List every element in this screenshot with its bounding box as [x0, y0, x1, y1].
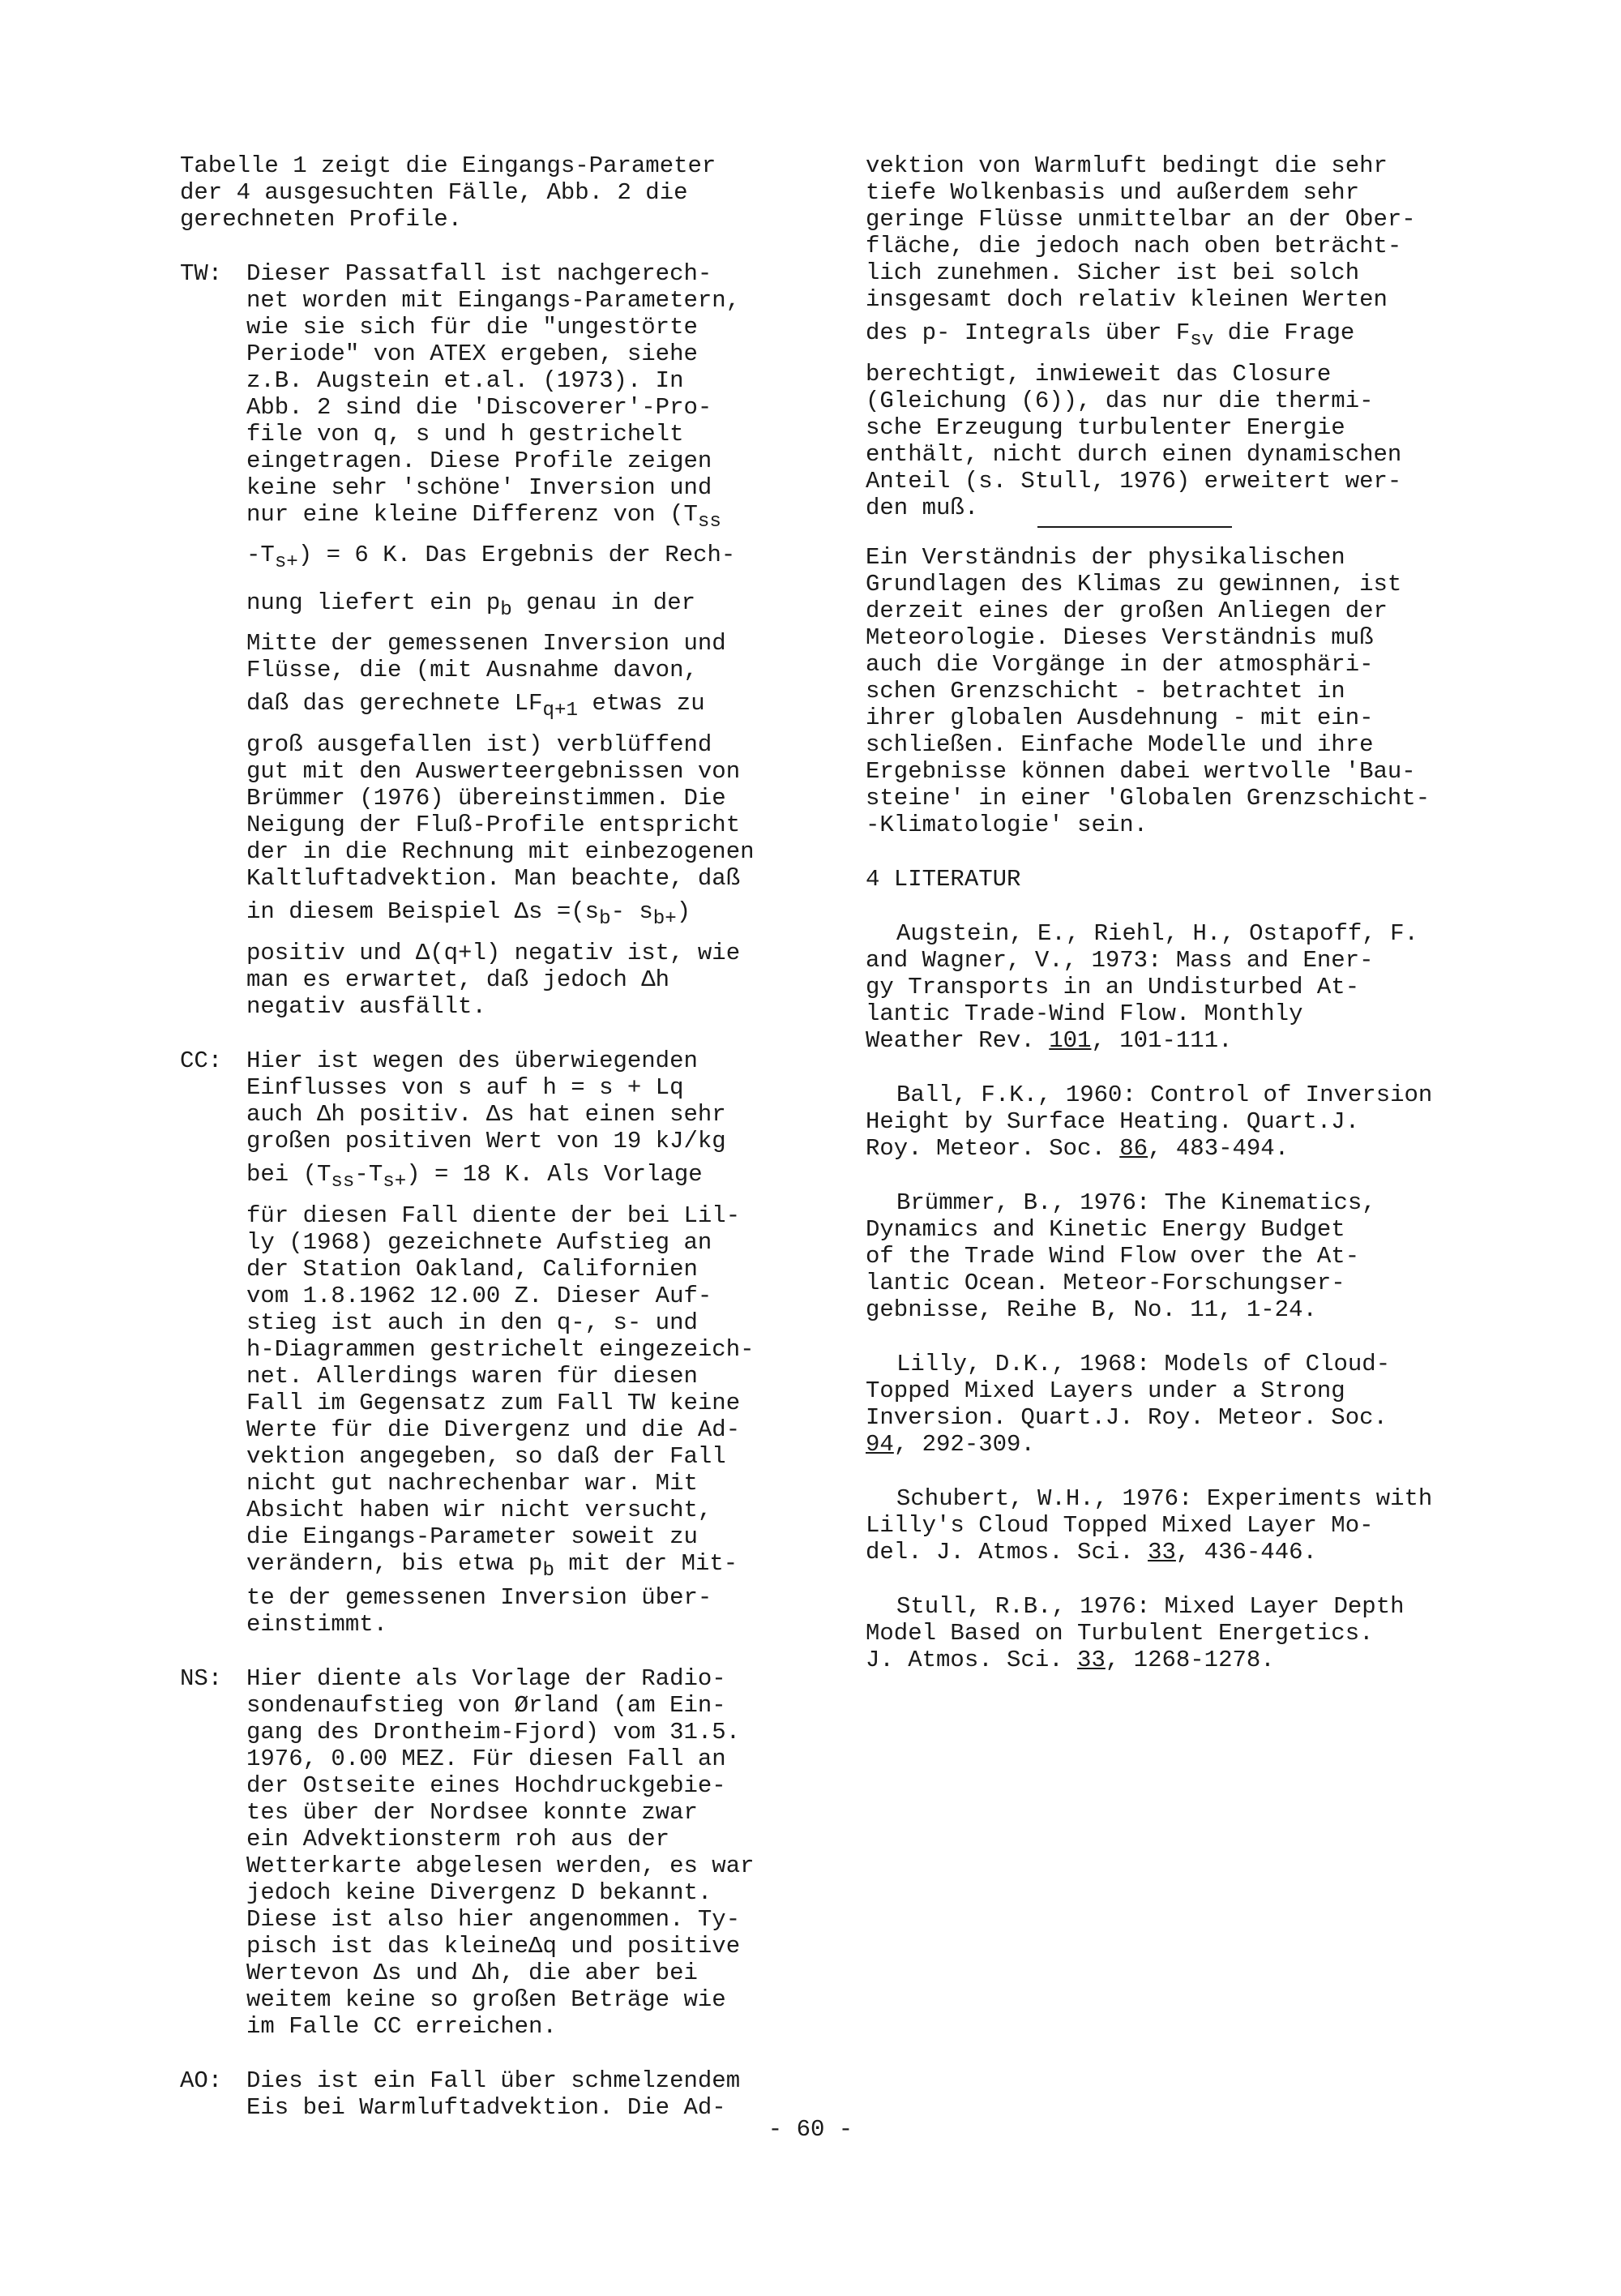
text-line: [866, 1296, 1514, 1323]
reference-entry: [866, 920, 1514, 1054]
text-line: Absicht haben wir nicht versucht,: [246, 1496, 712, 1523]
subscript: b: [500, 598, 512, 621]
text-line: file von q, s und h gestrichelt: [246, 421, 684, 448]
text-fragment: , 436-446.: [1175, 1538, 1317, 1566]
page-number: - 60 -: [768, 2116, 853, 2143]
text-line: and Wagner, V., 1973: Mass and Ener-: [866, 946, 1374, 974]
text-line: Einflusses von s auf h = s + Lq: [246, 1073, 684, 1101]
text-line: gerechneten Profile.: [180, 206, 463, 233]
text-line: Brümmer (1976) übereinstimmen. Die: [246, 785, 726, 812]
subscript: s+: [274, 550, 298, 573]
text-line: 1976, 0.00 MEZ. Für diesen Fall an: [246, 1745, 726, 1772]
text-line: [866, 313, 1514, 361]
text-line: Periode" von ATEX ergeben, siehe: [246, 341, 698, 367]
text-line: Brümmer, B., 1976: The Kinematics,: [896, 1189, 1376, 1216]
text-line: Meteorologie. Dieses Verständnis muß: [866, 623, 1374, 651]
text-fragment: -T: [354, 1160, 383, 1188]
reference-entry: [866, 1082, 1514, 1162]
text-line: Inversion. Quart.J. Roy. Meteor. Soc.: [866, 1403, 1388, 1431]
text-line: [866, 1134, 1514, 1162]
text-line: te der gemessenen Inversion über-: [246, 1583, 712, 1611]
case-tw: [180, 260, 828, 1020]
text-line: [246, 1550, 828, 1584]
text-line: Werte für die Divergenz und die Ad-: [246, 1416, 741, 1443]
text-line: Lilly, D.K., 1968: Models of Cloud-: [896, 1350, 1391, 1377]
text-line: Kaltluftadvektion. Man beachte, daß: [246, 865, 741, 893]
text-line: vom 1.8.1962 12.00 Z. Dieser Auf-: [246, 1282, 712, 1309]
text-line: tiefe Wolkenbasis und außerdem sehr: [866, 179, 1360, 206]
text-line: Schubert, W.H., 1976: Experiments with: [896, 1484, 1433, 1512]
text-line: einstimmt.: [246, 1610, 388, 1638]
text-line: [866, 1026, 1514, 1054]
volume-number: 33: [1148, 1538, 1176, 1566]
text-line: tes über der Nordsee konnte zwar: [246, 1798, 698, 1826]
subscript: ss: [697, 510, 721, 533]
text-line: lantic Trade-Wind Flow. Monthly: [866, 1000, 1303, 1027]
text-line: ein Advektionsterm roh aus der: [246, 1825, 670, 1853]
text-line: positiv und Δ(q+l) negativ ist, wie: [246, 939, 741, 966]
text-line: Grundlagen des Klimas zu gewinnen, ist: [866, 570, 1402, 598]
text-line: berechtigt, inwieweit das Closure: [866, 360, 1332, 388]
reference-list: [866, 920, 1514, 1673]
text-fragment: nung liefert ein p: [246, 589, 501, 616]
case-ao: [180, 2067, 828, 2121]
text-line: eingetragen. Diese Profile zeigen: [246, 448, 712, 474]
text-line: Dies ist ein Fall über schmelzendem: [246, 2067, 741, 2094]
text-line: Augstein, E., Riehl, H., Ostapoff, F.: [896, 919, 1418, 947]
text-line: stieg ist auch in den q-, s- und: [246, 1309, 698, 1336]
text-fragment: , 483-494.: [1148, 1134, 1290, 1162]
text-line: jedoch keine Divergenz D bekannt.: [246, 1878, 712, 1906]
text-line: Dynamics and Kinetic Energy Budget: [866, 1215, 1345, 1243]
text-line: Model Based on Turbulent Energetics.: [866, 1619, 1374, 1647]
text-line: Ball, F.K., 1960: Control of Inversion: [896, 1081, 1433, 1108]
text-line: [246, 1154, 828, 1202]
text-line: Abb. 2 sind die 'Discoverer'-Pro-: [246, 394, 712, 421]
subscript: sv: [1190, 328, 1214, 351]
text-line: [866, 1646, 1514, 1673]
reference-entry: [866, 1351, 1514, 1458]
text-line: Stull, R.B., 1976: Mixed Layer Depth: [896, 1592, 1405, 1620]
text-line: keine sehr 'schöne' Inversion und: [246, 474, 712, 501]
text-line: lich zunehmen. Sicher ist bei solch: [866, 259, 1360, 286]
text-fragment: ) = 6 K. Das Ergebnis der Rech-: [297, 541, 736, 568]
text-fragment: bei (T: [246, 1160, 331, 1188]
text-fragment: mit der Mit-: [554, 1549, 738, 1577]
text-line: [246, 535, 828, 583]
text-line: für diesen Fall diente der bei Lil-: [246, 1202, 741, 1229]
text-line: sche Erzeugung turbulenter Energie: [866, 413, 1345, 441]
text-line: geringe Flüsse unmittelbar an der Ober-: [866, 206, 1416, 233]
volume-number: 86: [1119, 1134, 1148, 1162]
text-line: enthält, nicht durch einen dynamischen: [866, 440, 1402, 468]
text-fragment: in diesem Beispiel Δs =(s: [246, 898, 600, 926]
text-line: weitem keine so großen Beträge wie: [246, 1985, 726, 2013]
case-tag: CC:: [180, 1047, 223, 1074]
text-line: gy Transports in an Undisturbed At-: [866, 973, 1360, 1000]
text-line: sondenaufstieg von Ørland (am Ein-: [246, 1691, 726, 1719]
case-ns: [180, 1665, 828, 2040]
text-line: [246, 683, 828, 731]
text-line: Lilly's Cloud Topped Mixed Layer Mo-: [866, 1511, 1374, 1539]
case-tag: TW:: [180, 260, 223, 287]
text-line: Hier ist wegen des überwiegenden: [246, 1047, 698, 1074]
continuation-paragraph: [866, 152, 1514, 521]
text-line: man es erwartet, daß jedoch Δh: [246, 966, 670, 993]
text-fragment: , 292-309.: [893, 1430, 1035, 1458]
text-line: auch Δh positiv. Δs hat einen sehr: [246, 1100, 726, 1128]
text-line: lantic Ocean. Meteor-Forschungser-: [866, 1269, 1345, 1296]
text-fragment: - s: [610, 898, 653, 926]
section-heading: 4 LITERATUR: [866, 865, 1021, 893]
right-column: [866, 152, 1514, 1673]
text-fragment: des p- Integrals über F: [866, 319, 1191, 346]
text-line: Tabelle 1 zeigt die Eingangs-Parameter: [180, 152, 716, 179]
text-line: [866, 1430, 1514, 1458]
text-fragment: gebnisse, Reihe B, No. 11, 1-24.: [866, 1296, 1317, 1323]
reference-entry: [866, 1593, 1514, 1673]
subscript: ss: [331, 1170, 355, 1193]
text-line: h-Diagrammen gestrichelt eingezeich-: [246, 1335, 755, 1363]
text-line: pisch ist das kleineΔq und positive: [246, 1932, 741, 1960]
text-line: derzeit eines der großen Anliegen der: [866, 597, 1388, 624]
volume-number: 94: [866, 1430, 894, 1458]
text-line: ly (1968) gezeichnete Aufstieg an: [246, 1228, 712, 1256]
text-line: auch die Vorgänge in der atmosphäri-: [866, 650, 1374, 678]
text-line: vektion von Warmluft bedingt die sehr: [866, 152, 1388, 179]
text-line: net. Allerdings waren für diesen: [246, 1362, 698, 1390]
text-line: [246, 501, 828, 535]
text-line: net worden mit Eingangs-Parametern,: [246, 287, 741, 314]
text-line: der 4 ausgesuchten Fälle, Abb. 2 die: [180, 179, 688, 206]
summary-paragraph: [866, 544, 1514, 838]
text-line: [866, 1538, 1514, 1566]
text-line: fläche, die jedoch nach oben beträcht-: [866, 233, 1402, 259]
volume-number: 101: [1049, 1026, 1092, 1054]
text-line: schen Grenzschicht - betrachtet in: [866, 677, 1345, 705]
text-line: (Gleichung (6)), das nur die thermi-: [866, 387, 1374, 414]
text-fragment: verändern, bis etwa p: [246, 1549, 543, 1577]
text-line: im Falle CC erreichen.: [246, 2012, 557, 2040]
text-line: Wetterkarte abgelesen werden, es war: [246, 1852, 755, 1879]
text-line: Anteil (s. Stull, 1976) erweitert wer-: [866, 467, 1402, 495]
text-line: negativ ausfällt.: [246, 992, 486, 1020]
text-line: die Eingangs-Parameter soweit zu: [246, 1523, 698, 1550]
subscript: q+1: [542, 700, 578, 722]
text-line: -Klimatologie' sein.: [866, 811, 1148, 838]
text-line: Dieser Passatfall ist nachgerech-: [246, 260, 712, 287]
text-line: Mitte der gemessenen Inversion und: [246, 630, 726, 658]
text-line: Flüsse, die (mit Ausnahme davon,: [246, 657, 698, 684]
case-cc: [180, 1047, 828, 1638]
text-fragment: Roy. Meteor. Soc.: [866, 1134, 1120, 1162]
text-line: insgesamt doch relativ kleinen Werten: [866, 286, 1388, 313]
text-line: Ein Verständnis der physikalischen: [866, 543, 1345, 571]
case-tag: AO:: [180, 2067, 223, 2094]
reference-entry: [866, 1485, 1514, 1566]
text-line: vektion angegeben, so daß der Fall: [246, 1442, 726, 1470]
text-fragment: die Frage: [1213, 319, 1355, 346]
text-line: [246, 892, 828, 940]
text-fragment: etwas zu: [577, 690, 705, 718]
text-line: der Ostseite eines Hochdruckgebie-: [246, 1771, 726, 1799]
text-line: schließen. Einfache Modelle und ihre: [866, 730, 1374, 758]
volume-number: 33: [1077, 1646, 1106, 1673]
text-fragment: -T: [246, 541, 275, 568]
case-tag: NS:: [180, 1664, 223, 1692]
text-line: Diese ist also hier angenommen. Ty-: [246, 1905, 741, 1933]
text-line: der Station Oakland, Californien: [246, 1255, 698, 1283]
text-line: Topped Mixed Layers under a Strong: [866, 1377, 1345, 1404]
subscript: b: [599, 907, 611, 930]
text-fragment: Weather Rev.: [866, 1026, 1050, 1054]
text-fragment: , 1268-1278.: [1105, 1646, 1275, 1673]
text-fragment: del. J. Atmos. Sci.: [866, 1538, 1148, 1566]
text-line: Fall im Gegensatz zum Fall TW keine: [246, 1389, 741, 1416]
text-line: Height by Surface Heating. Quart.J.: [866, 1107, 1360, 1135]
text-line: of the Trade Wind Flow over the At-: [866, 1242, 1360, 1270]
text-line: den muß.: [866, 494, 979, 521]
text-line: Wertevon Δs und Δh, die aber bei: [246, 1959, 698, 1986]
text-line: großen positiven Wert von 19 kJ/kg: [246, 1127, 726, 1154]
text-line: z.B. Augstein et.al. (1973). In: [246, 367, 684, 394]
subscript: b: [542, 1559, 554, 1582]
text-fragment: , 101-111.: [1091, 1026, 1233, 1054]
reference-entry: [866, 1189, 1514, 1323]
text-line: ihrer globalen Ausdehnung - mit ein-: [866, 704, 1374, 731]
text-line: gang des Drontheim-Fjord) vom 31.5.: [246, 1718, 741, 1746]
text-fragment: nur eine kleine Differenz von (T: [246, 501, 698, 528]
text-line: Neigung der Fluß-Profile entspricht: [246, 812, 741, 839]
intro-paragraph: [180, 152, 828, 233]
text-line: steine' in einer 'Globalen Grenzschicht-: [866, 784, 1431, 812]
text-line: gut mit den Auswerteergebnissen von: [246, 758, 741, 786]
text-line: groß ausgefallen ist) verblüffend: [246, 731, 712, 759]
text-line: nicht gut nachrechenbar war. Mit: [246, 1469, 698, 1497]
text-line: [246, 583, 828, 631]
text-line: wie sie sich für die "ungestörte: [246, 314, 698, 341]
text-fragment: genau in der: [511, 589, 696, 616]
left-column: [180, 152, 828, 2121]
subscript: s+: [383, 1170, 407, 1193]
text-line: Hier diente als Vorlage der Radio-: [246, 1664, 726, 1692]
text-fragment: ) = 18 K. Als Vorlage: [406, 1160, 703, 1188]
text-line: der in die Rechnung mit einbezogenen: [246, 838, 755, 866]
text-fragment: J. Atmos. Sci.: [866, 1646, 1078, 1673]
subscript: b+: [652, 907, 677, 930]
text-fragment: ): [676, 898, 691, 926]
text-line: Eis bei Warmluftadvektion. Die Ad-: [246, 2093, 726, 2121]
text-fragment: daß das gerechnete LF: [246, 690, 543, 718]
text-line: Ergebnisse können dabei wertvolle 'Bau-: [866, 757, 1416, 785]
section-divider: [1037, 526, 1232, 528]
